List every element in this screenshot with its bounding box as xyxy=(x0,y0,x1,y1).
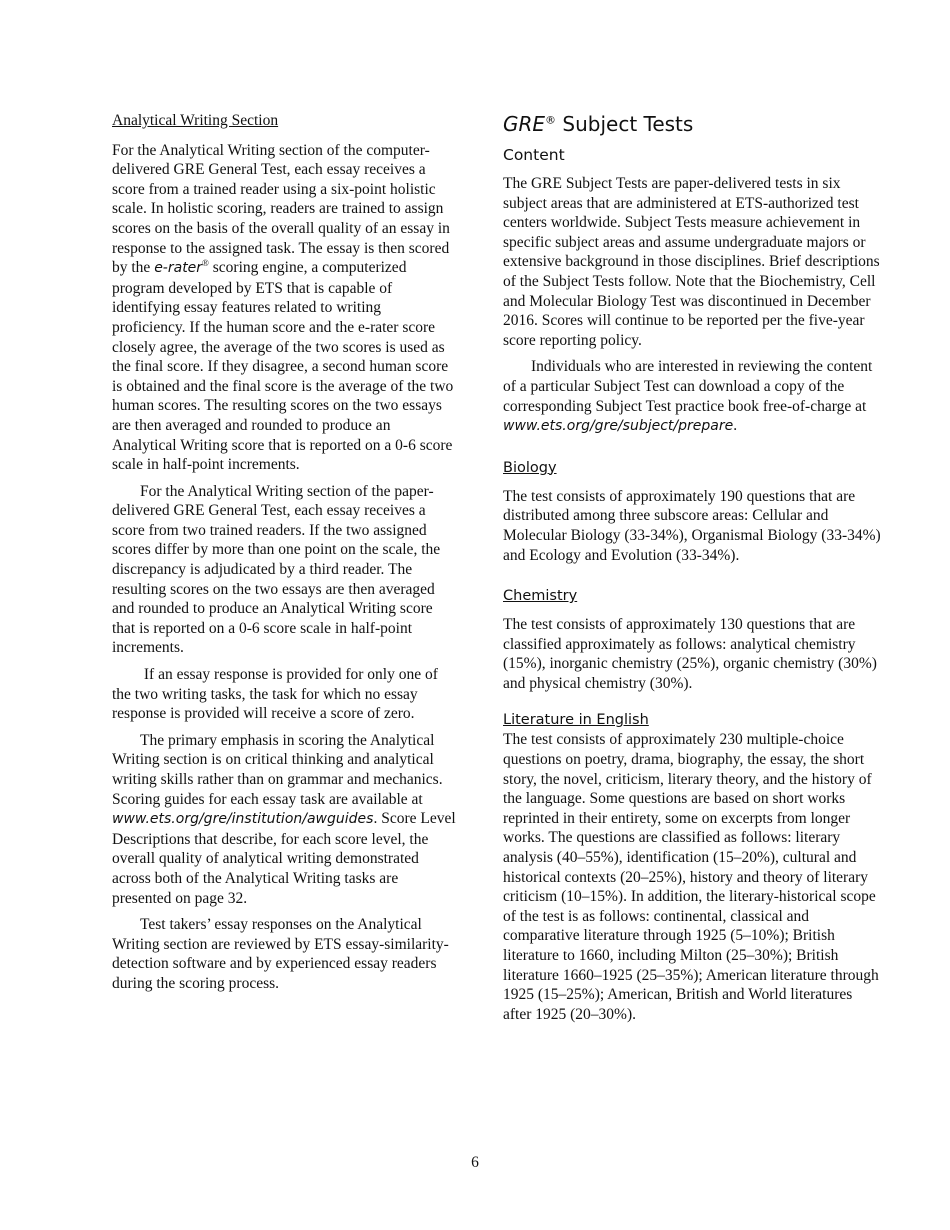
literature-heading: Literature in English xyxy=(503,712,649,729)
analytical-writing-paragraph-2: For the Analytical Writing section of the paper-delivered GRE General Test, each essay receives a score from two trained readers. If the two assigned scores differ by more than one point on the scale, the discrepancy is adjudicated by a third reader. The resulting scores on the two essays are then averaged and rounded to produce an Analytical Writing score that is reported on a 0-6 score scale in half-point increments. xyxy=(112,482,441,657)
subject-tests-title xyxy=(503,111,883,137)
chemistry-heading: Chemistry xyxy=(503,588,578,605)
paragraph-text: The primary emphasis in scoring the Analytical Writing section is on critical thinking and analytical writing skills rather than on grammar and mechanics. Scoring guides for each essay task are available at xyxy=(112,731,443,808)
analytical-writing-paragraph-1 xyxy=(112,141,458,475)
biology-heading: Biology xyxy=(503,459,557,476)
analytical-writing-paragraph-4 xyxy=(112,731,458,908)
right-column xyxy=(503,111,883,1024)
awguides-link[interactable]: www.ets.org/gre/institution/awguides xyxy=(112,811,374,828)
registered-mark: ® xyxy=(545,113,557,127)
title-text: Subject Tests xyxy=(556,112,694,136)
literature-text: The test consists of approximately 230 multiple-choice questions on poetry, drama, biography, the essay, the short story, the novel, criticism, literary theory, and the history of the language. Some questions are based on short works reprinted in their entirety, some on excerpts from longer works. The questions are classified as follows: literary analysis (40–55%), identification (15–20%), cultural and historical contexts (20–25%), history and theory of literary criticism (10–15%). In addition, the literary-historical scope of the test is as follows: continental, classical and comparative literature through 1925 (5–10%); British literature to 1660, including Milton (25–30%); British literature 1660–1925 (25–35%); American literature through 1925 (15–25%); American, British and World literatures after 1925 (20–30%). xyxy=(503,731,879,1023)
chemistry-section xyxy=(503,587,883,693)
biology-section xyxy=(503,459,883,565)
content-heading: Content xyxy=(503,146,565,164)
paragraph-text: scoring engine, a computerized program developed by ETS that is capable of identifying essay features related to writing proficiency. If the human score and the e-rater score closely agree, the average of the two scores is used as the final score. If they disagree, a second human score is obtained and the final score is the average of the two human scores. The resulting scores on the two essays are then averaged and rounded to produce an Analytical Writing score that is reported on a 0-6 score scale in half-point increments. xyxy=(112,259,454,474)
left-column xyxy=(112,111,458,994)
subject-prepare-link[interactable]: www.ets.org/gre/subject/prepare xyxy=(503,418,734,435)
gre-wordmark: GRE xyxy=(503,112,546,136)
page-number: 6 xyxy=(471,1154,479,1171)
content-paragraph-1: The GRE Subject Tests are paper-delivered tests in six subject areas that are administered at ETS-authorized test centers worldwide. Subject Tests measure achievement in specific subject areas and assume undergraduate majors or extensive background in those disciplines. Brief descriptions of the Subject Tests follow. Note that the Biochemistry, Cell and Molecular Biology Test was discontinued in December 2016. Scores will continue to be reported per the five-year score reporting policy. xyxy=(503,175,880,349)
analytical-writing-paragraph-5: Test takers’ essay responses on the Analytical Writing section are reviewed by ETS essay-similarity-detection software and by experienced essay readers during the scoring process. xyxy=(112,916,449,992)
chemistry-text: The test consists of approximately 130 questions that are classified approximately as follows: analytical chemistry (15%), inorganic chemistry (25%), organic chemistry (30%) and physical chemistry (30%). xyxy=(503,616,877,692)
paragraph-text: Individuals who are interested in reviewing the content of a particular Subject Test can download a copy of the corresponding Subject Test practice book free-of-charge at xyxy=(503,358,873,415)
literature-section xyxy=(503,711,883,1024)
analytical-writing-heading: Analytical Writing Section xyxy=(112,112,279,129)
paragraph-text: . Score Level Descriptions that describe, for each score level, the overall quality of analytical writing demonstrated across both of the Analytical Writing tasks are presented on page 32. xyxy=(112,810,456,907)
biology-text: The test consists of approximately 190 questions that are distributed among three subscore areas: Cellular and Molecular Biology (33-34%), Organismal Biology (33-34%) and Ecology and Evolution (33-34%). xyxy=(503,487,881,564)
paragraph-text: For the Analytical Writing section of the computer-delivered GRE General Test, each essay receives a score from a trained reader using a six-point holistic scale. In holistic scoring, readers are trained to assign scores on the basis of the overall quality of an essay in response to the assigned task. The essay is then scored by the xyxy=(112,141,450,277)
content-paragraph-2 xyxy=(503,357,883,436)
analytical-writing-paragraph-3: If an essay response is provided for only one of the two writing tasks, the task for which no essay response is provided will receive a score of zero. xyxy=(112,666,442,723)
registered-mark: ® xyxy=(202,258,209,268)
paragraph-text: . xyxy=(733,417,738,435)
e-rater-term: e-rater xyxy=(154,260,203,277)
